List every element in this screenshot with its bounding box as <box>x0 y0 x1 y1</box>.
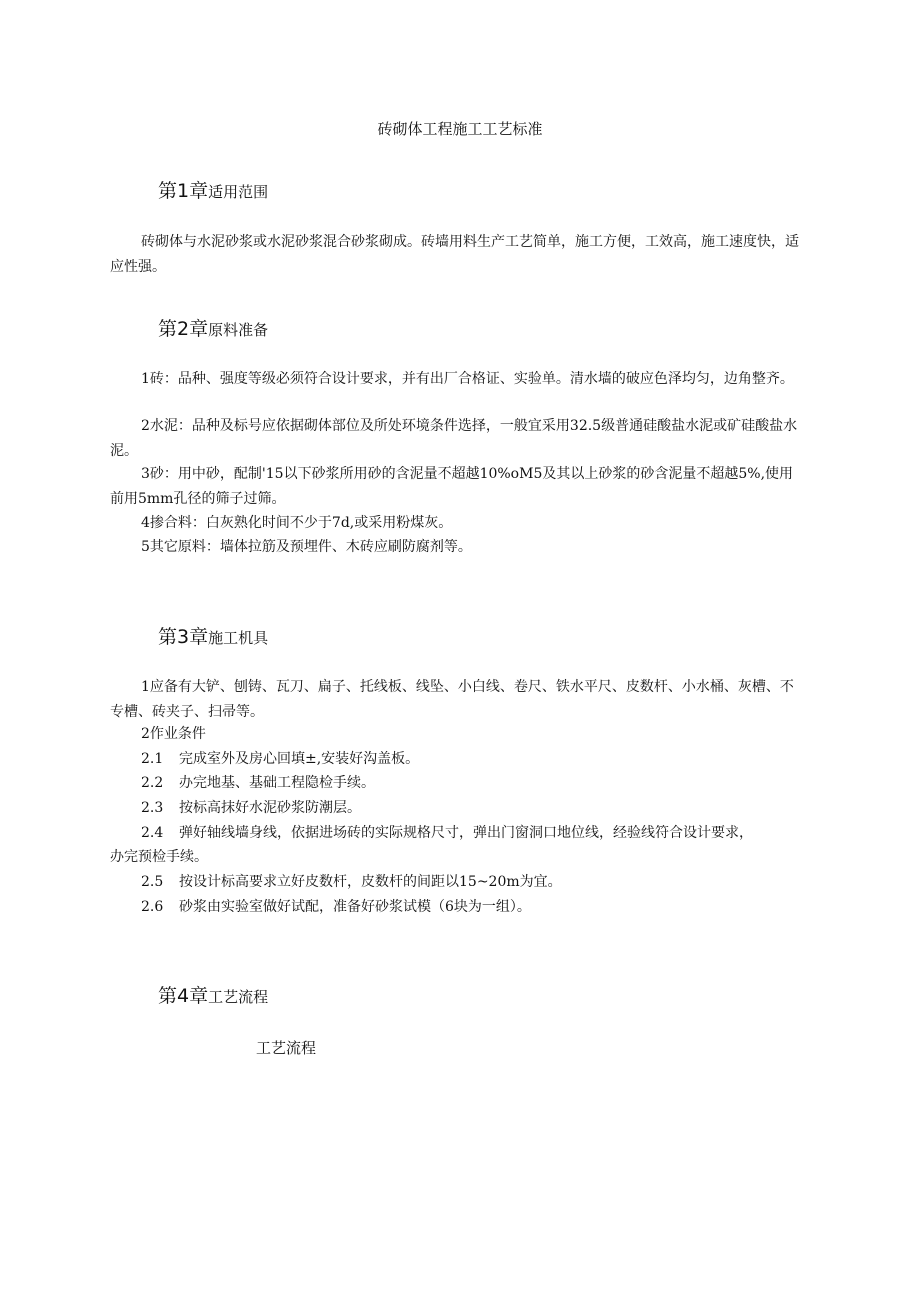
material-others: 5其它原料：墙体拉筋及预埋件、木砖应刷防腐剂等。 <box>141 539 472 555</box>
item-number: 2.3 <box>141 800 164 816</box>
condition-item <box>141 747 801 771</box>
chapter-number: 第3章 <box>158 626 209 648</box>
material-admixture: 4掺合料：白灰熟化时间不少于7d,或采用粉煤灰。 <box>141 515 453 531</box>
chapter-4-heading <box>158 981 268 1008</box>
condition-item <box>141 796 801 820</box>
item-number: 2.6 <box>141 899 164 915</box>
chapter-1-paragraph: 砖砌体与水泥砂浆或水泥砂浆混合砂浆砌成。砖墙用料生产工艺简单，施工方便，工效高，施工速度快，适应性强。 <box>110 234 799 275</box>
chapter-title: 适用范围 <box>208 183 269 201</box>
item-number: 2.2 <box>141 775 164 791</box>
chapter-2-heading <box>158 314 268 341</box>
chapter-title: 原料准备 <box>208 321 269 339</box>
chapter-number: 第2章 <box>158 318 209 340</box>
document-title: 砖砌体工程施工工艺标准 <box>377 120 543 138</box>
item-text: 完成室外及房心回填±,安装好沟盖板。 <box>179 751 420 767</box>
item-text: 按设计标高要求立好皮数杆，皮数杆的间距以15~20m为宜。 <box>179 874 562 890</box>
condition-item <box>141 895 801 919</box>
material-sand: 3砂：用中砂，配制'15以下砂浆所用砂的含泥量不超越10%oM5及其以上砂浆的砂含泥量不超越5%,使用前用5mm孔径的筛子过筛。 <box>110 466 794 507</box>
chapter-number: 第1章 <box>158 180 209 202</box>
item-text: 弹好轴线墙身线，依据进场砖的实际规格尺寸，弹出门窗洞口地位线，经验线符合设计要求， <box>179 825 753 841</box>
item-text: 按标高抹好水泥砂浆防潮层。 <box>179 800 361 816</box>
condition-item <box>141 821 801 845</box>
material-cement: 2水泥：品种及标号应依据砌体部位及所处环境条件选择，一般宜采用32.5级普通硅酸盐水泥或矿硅酸盐水泥。 <box>110 418 798 459</box>
condition-item-continuation: 办完预检手续。 <box>110 849 208 865</box>
chapter-3-heading <box>158 622 268 649</box>
chapter-title: 工艺流程 <box>208 988 269 1006</box>
condition-item <box>141 771 801 795</box>
item-text: 办完地基、基础工程隐检手续。 <box>179 775 375 791</box>
chapter-number: 第4章 <box>158 985 209 1007</box>
material-bricks: 1砖：品种、强度等级必须符合设计要求，并有出厂合格证、实验单。清水墙的破应色泽均匀，边角整齐。 <box>141 371 794 387</box>
chapter-title: 施工机具 <box>208 629 269 647</box>
chapter-1-heading <box>158 176 268 203</box>
work-conditions-heading: 2作业条件 <box>141 726 206 742</box>
process-flow-subheading: 工艺流程 <box>256 1039 317 1057</box>
item-text: 砂浆由实验室做好试配，准备好砂浆试模（6块为一组）。 <box>179 899 531 915</box>
item-number: 2.5 <box>141 874 164 890</box>
item-number: 2.1 <box>141 751 164 767</box>
condition-item <box>141 870 801 894</box>
tools-list: 1应备有大铲、刨铸、瓦刀、扁子、托线板、线坠、小白线、卷尺、铁水平尺、皮数杆、小水桶、灰槽、不专槽、砖夹子、扫帚等。 <box>110 679 794 720</box>
item-number: 2.4 <box>141 825 164 841</box>
